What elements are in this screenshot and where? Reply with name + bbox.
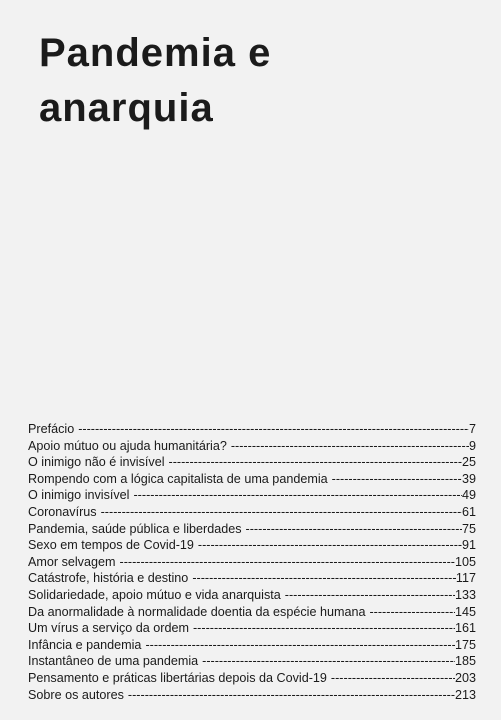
toc-entry-page: 145 xyxy=(454,604,476,619)
toc-entry-page: 49 xyxy=(461,488,476,503)
toc-entry xyxy=(28,554,476,571)
table-of-contents xyxy=(28,421,476,703)
toc-leader-dashes xyxy=(332,471,462,488)
toc-entry-page: 213 xyxy=(454,687,476,702)
toc-entry-page: 9 xyxy=(468,438,476,453)
toc-entry-page: 117 xyxy=(455,571,476,586)
toc-entry-title: Da anormalidade à normalidade doentia da espécie humana xyxy=(28,604,366,619)
toc-entry xyxy=(28,670,476,687)
toc-leader-dashes xyxy=(192,570,456,587)
toc-entry xyxy=(28,454,476,471)
toc-entry-title: Sexo em tempos de Covid-19 xyxy=(28,538,194,553)
toc-entry-page: 133 xyxy=(454,587,476,602)
toc-entry xyxy=(28,438,476,455)
toc-entry-page: 203 xyxy=(454,670,476,685)
toc-entry xyxy=(28,637,476,654)
toc-entry-page: 161 xyxy=(454,621,476,636)
toc-entry-title: Apoio mútuo ou ajuda humanitária? xyxy=(28,438,227,453)
toc-entry xyxy=(28,471,476,488)
toc-entry-title: Amor selvagem xyxy=(28,554,116,569)
toc-entry xyxy=(28,653,476,670)
toc-leader-dashes xyxy=(169,454,462,471)
toc-entry-page: 39 xyxy=(461,471,476,486)
toc-entry xyxy=(28,604,476,621)
toc-leader-dashes xyxy=(369,604,455,621)
toc-entry-page: 61 xyxy=(461,504,476,519)
toc-entry-title: Infância e pandemia xyxy=(28,637,142,652)
title-line-1: Pandemia e xyxy=(39,31,272,75)
toc-leader-dashes xyxy=(246,521,462,538)
toc-entry-title: Instantâneo de uma pandemia xyxy=(28,654,199,669)
toc-leader-dashes xyxy=(285,587,455,604)
toc-entry-title: Um vírus a serviço da ordem xyxy=(28,621,189,636)
toc-entry xyxy=(28,587,476,604)
toc-entry-page: 7 xyxy=(468,422,476,436)
toc-entry-page: 91 xyxy=(461,538,476,553)
toc-entry-title: Catástrofe, história e destino xyxy=(28,571,189,586)
toc-entry-title: Solidariedade, apoio mútuo e vida anarquista xyxy=(28,587,281,602)
toc-entry-title: O inimigo invisível xyxy=(28,488,130,503)
toc-entry xyxy=(28,504,476,521)
toc-entry-title: Prefácio xyxy=(28,422,75,436)
toc-leader-dashes xyxy=(101,504,462,521)
toc-entry-page: 25 xyxy=(461,455,476,470)
toc-entry-title: Pandemia, saúde pública e liberdades xyxy=(28,521,242,536)
toc-entry xyxy=(28,487,476,504)
toc-leader-dashes xyxy=(202,653,455,670)
toc-entry xyxy=(28,687,476,704)
toc-leader-dashes xyxy=(133,487,462,504)
toc-entry-title: Rompendo com a lógica capitalista de uma pandemia xyxy=(28,471,328,486)
toc-entry-page: 175 xyxy=(454,637,476,652)
toc-entry xyxy=(28,537,476,554)
toc-leader-dashes xyxy=(231,438,469,455)
toc-entry xyxy=(28,521,476,538)
toc-leader-dashes xyxy=(128,687,455,704)
page-title xyxy=(39,26,469,136)
toc-leader-dashes xyxy=(120,554,455,571)
toc-entry xyxy=(28,620,476,637)
toc-entry xyxy=(28,570,476,587)
toc-entry-title: Pensamento e práticas libertárias depois da Covid-19 xyxy=(28,670,327,685)
toc-leader-dashes xyxy=(193,620,455,637)
toc-leader-dashes xyxy=(78,421,469,438)
toc-entry-title: O inimigo não é invisível xyxy=(28,455,165,470)
toc-leader-dashes xyxy=(331,670,455,687)
toc-entry-page: 75 xyxy=(461,521,476,536)
toc-entry xyxy=(28,421,476,438)
toc-entry-page: 185 xyxy=(454,654,476,669)
toc-entry-title: Sobre os autores xyxy=(28,687,124,702)
toc-entry-title: Coronavírus xyxy=(28,504,97,519)
toc-leader-dashes xyxy=(145,637,455,654)
title-line-2: anarquia xyxy=(39,86,214,130)
toc-entry-page: 105 xyxy=(454,554,476,569)
toc-leader-dashes xyxy=(198,537,462,554)
